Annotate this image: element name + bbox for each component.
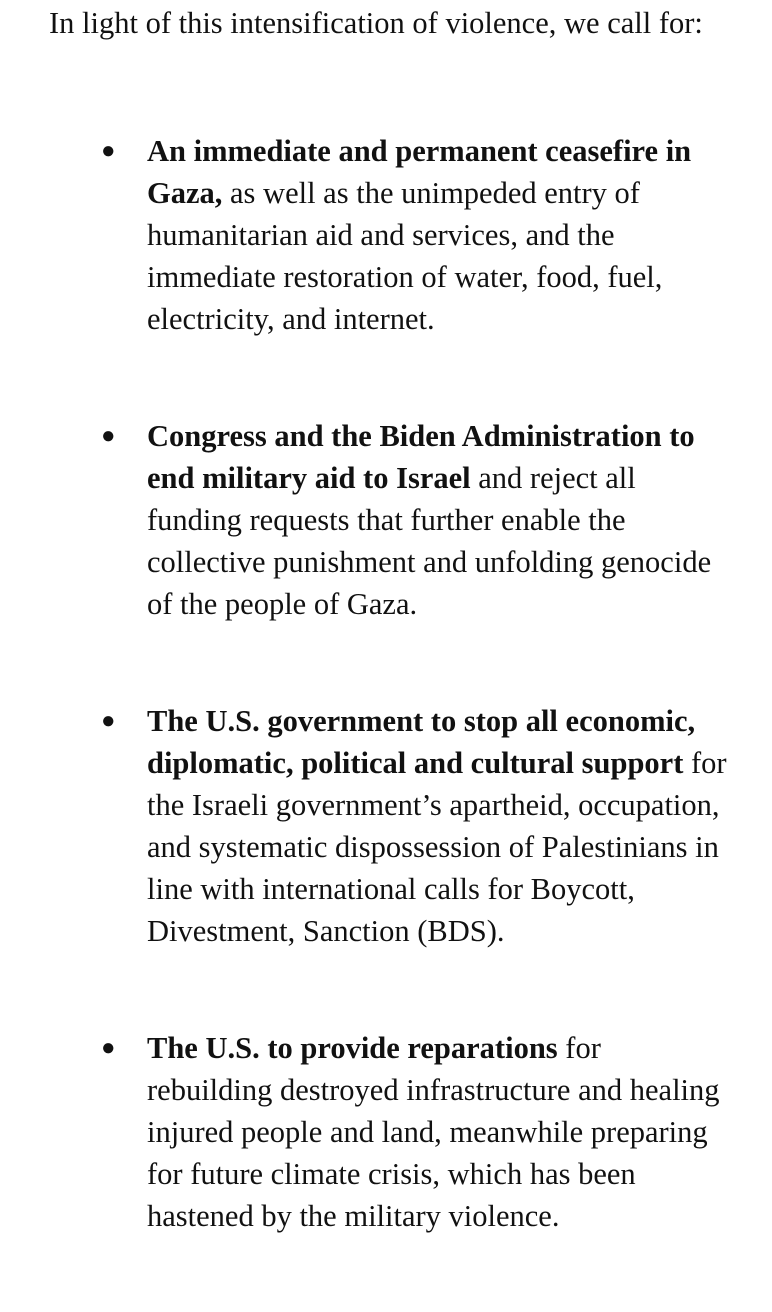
- demand-bold-text: Congress and the Biden Administration to end military aid to Israel: [147, 419, 695, 495]
- demand-text: [147, 415, 727, 625]
- demand-text: [147, 130, 727, 340]
- demand-body-text: for the Israeli government’s apartheid, occupation, and systematic dispossession of Palestinians in line with international calls for Boycott, Divestment, Sanction (BDS).: [147, 746, 727, 948]
- demand-text: [147, 1027, 727, 1237]
- demand-item-reparations: [0, 1027, 772, 1237]
- bullet-icon: ●: [101, 1035, 116, 1061]
- demand-item-ceasefire: [0, 130, 772, 340]
- demand-item-support: [0, 700, 772, 952]
- demand-body-text: for rebuilding destroyed infrastructure and healing injured people and land, meanwhile preparing for future climate crisis, which has been hastened by the military violence.: [147, 1031, 720, 1233]
- demand-body-text: as well as the unimpeded entry of humanitarian aid and services, and the immediate restoration of water, food, fuel, electricity, and internet.: [147, 176, 663, 336]
- demand-body-text: and reject all funding requests that further enable the collective punishment and unfolding genocide of the people of Gaza.: [147, 461, 712, 621]
- demand-bold-text: The U.S. to provide reparations: [147, 1031, 558, 1065]
- demand-text: [147, 700, 727, 952]
- bullet-icon: ●: [101, 708, 116, 734]
- intro-paragraph: In light of this intensification of violence, we call for:: [49, 6, 703, 40]
- bullet-icon: ●: [101, 423, 116, 449]
- demands-list: [0, 130, 772, 1312]
- demand-bold-text: The U.S. government to stop all economic, diplomatic, political and cultural support: [147, 704, 696, 780]
- demand-item-military-aid: [0, 415, 772, 625]
- demand-bold-text: An immediate and permanent ceasefire in Gaza,: [147, 134, 692, 210]
- bullet-icon: ●: [101, 138, 116, 164]
